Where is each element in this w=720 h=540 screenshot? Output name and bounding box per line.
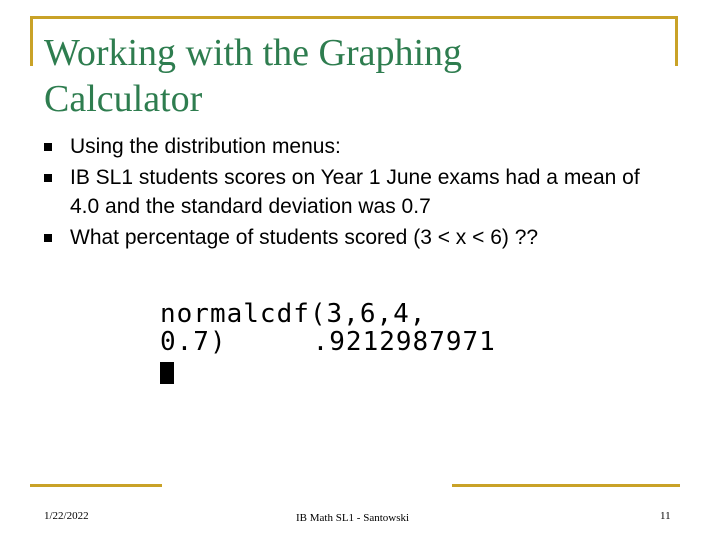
calculator-result: .9212987971 bbox=[312, 327, 496, 357]
bullet-item bbox=[44, 223, 674, 252]
calculator-cursor-line bbox=[160, 356, 460, 384]
bullet-item bbox=[44, 163, 674, 221]
footer-center-text: IB Math SL1 - Santowski bbox=[296, 512, 410, 524]
calculator-screen bbox=[160, 299, 496, 400]
square-bullet-icon bbox=[44, 143, 52, 151]
bullet-item bbox=[44, 132, 674, 161]
bullet-text: IB SL1 students scores on Year 1 June exams had a mean of 4.0 and the standard deviation was 0.7 bbox=[70, 166, 640, 218]
slide-title-line-2: Calculator bbox=[44, 78, 203, 120]
calculator-input-line-1: normalcdf(3,6,4, bbox=[160, 299, 427, 329]
square-bullet-icon bbox=[44, 174, 52, 182]
footer-page-number: 11 bbox=[660, 510, 671, 522]
footer-line-right bbox=[452, 484, 680, 487]
footer-line-left bbox=[30, 484, 162, 487]
slide-title-line-1: Working with the Graphing bbox=[44, 32, 463, 74]
footer-date: 1/22/2022 bbox=[44, 510, 89, 522]
slide-title bbox=[44, 30, 664, 122]
calculator-input-line-2 bbox=[160, 327, 496, 357]
bullet-list bbox=[44, 132, 674, 254]
bullet-text: Using the distribution menus: bbox=[70, 135, 341, 158]
bullet-text: What percentage of students scored (3 < x < 6) ?? bbox=[70, 226, 539, 249]
frame-top-line bbox=[30, 16, 678, 19]
square-bullet-icon bbox=[44, 234, 52, 242]
frame-left-line bbox=[30, 16, 33, 66]
calculator-input-args: 0.7) bbox=[160, 327, 227, 357]
cursor-block-icon bbox=[160, 362, 174, 384]
frame-right-line bbox=[675, 16, 678, 66]
